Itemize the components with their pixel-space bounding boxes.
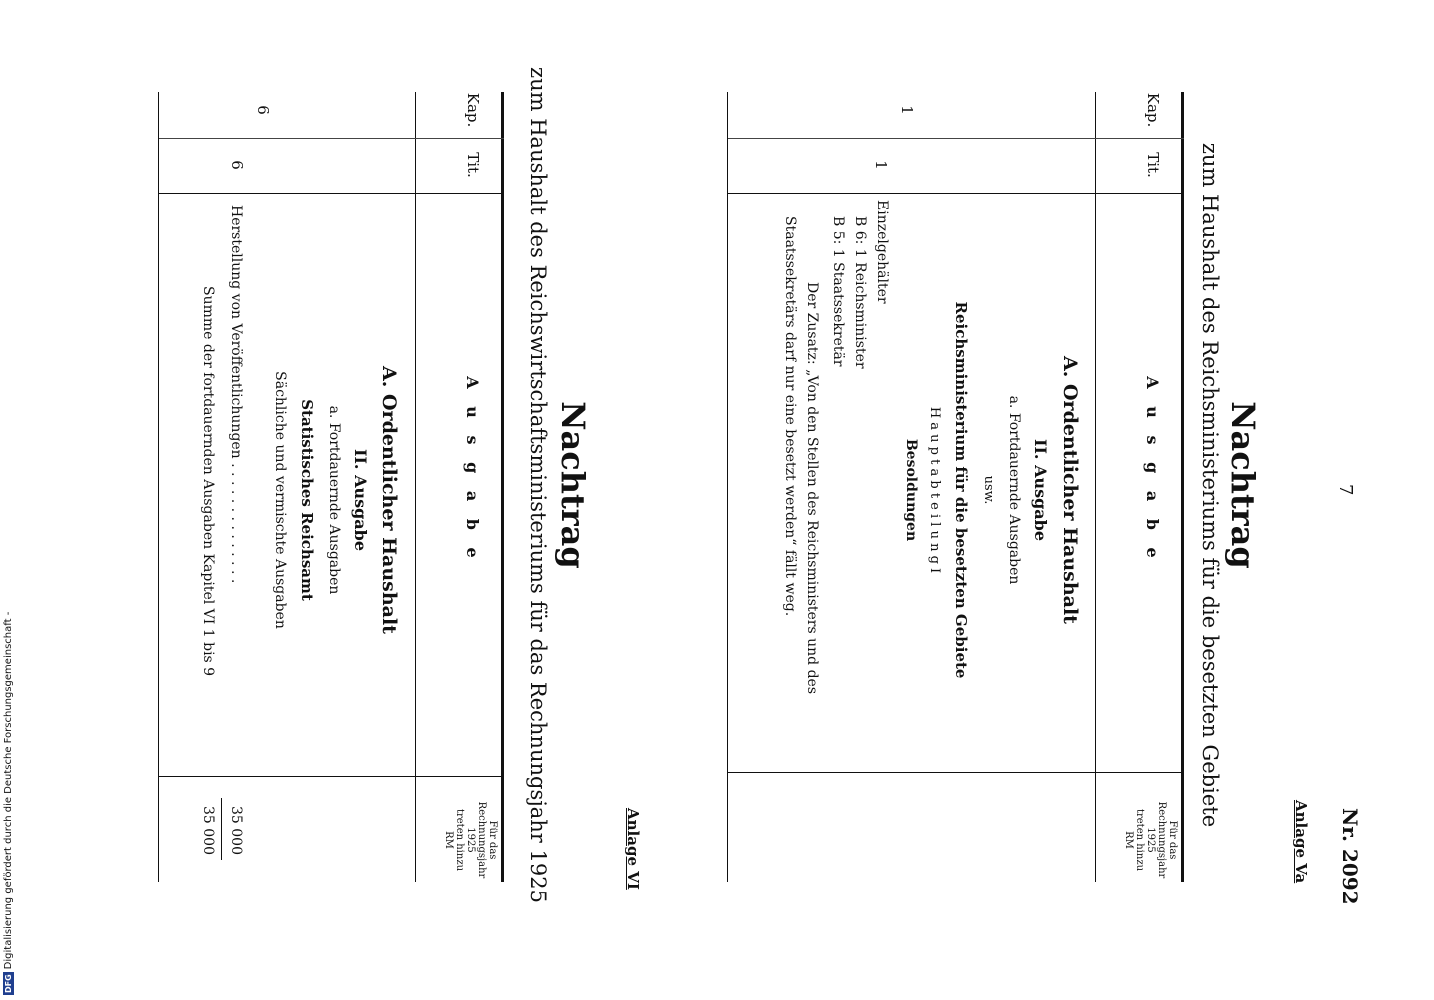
va-ministry: Reichsministerium für die besetzten Gebiete (952, 301, 970, 679)
vi-misc: Sächliche und vermischte Ausgaben (272, 371, 288, 629)
va-line-staatssekretaer: B 5: 1 Staatssekretär (830, 216, 846, 367)
vi-col-divider-kap (159, 138, 504, 139)
va-col-divider-amount (728, 772, 1184, 773)
va-col-ausgabe: A u s g a b e (1143, 376, 1162, 564)
vi-sum-rule (221, 798, 222, 860)
vi-office: Statistisches Reichsamt (298, 399, 316, 601)
vi-table-bottom-rule (158, 92, 159, 882)
vi-subtitle: zum Haushalt des Reichswirtschaftsministeriums für das Rechnungsjahr 1925 (526, 67, 550, 903)
va-header-bottom-rule (1095, 92, 1096, 882)
vi-col-divider-tit (159, 193, 504, 194)
va-line-reichsminister: B 6: 1 Reichsminister (852, 216, 868, 369)
va-col-amount-header: Für das Rechnungsjahr 1925 treten hinzu RM (1123, 801, 1178, 879)
vi-col-tit: Tit. (464, 152, 482, 178)
annex-vi-label: Anlage VI (624, 808, 642, 890)
vi-table-top-rule (501, 92, 504, 882)
vi-header-bottom-rule (415, 92, 416, 882)
vi-heading-ordentlich: A. Ordentlicher Haushalt (378, 366, 400, 634)
va-line-einzelgehaelter: Einzelgehälter (874, 200, 890, 304)
vi-sum-label: Summe der fortdauernden Ausgaben Kapitel VI 1 bis 9 (200, 286, 216, 677)
vi-sum-amount: 35 000 (200, 806, 216, 855)
dfg-logo-icon: DFG (4, 974, 13, 993)
va-col-divider-tit (728, 193, 1184, 194)
va-heading-fortdauernd: a. Fortdauernde Ausgaben (1006, 395, 1022, 585)
va-heading-ausgabe: II. Ausgabe (1031, 438, 1050, 542)
page-number: 7 (1335, 484, 1356, 496)
va-table-bottom-rule (727, 92, 728, 882)
va-tit-value: 1 (872, 160, 890, 170)
document-number: Nr. 2092 (1338, 808, 1362, 905)
va-department: H a u p t a b t e i l u n g I (927, 406, 942, 574)
annex-va-label: Anlage Va (1292, 800, 1310, 884)
vi-col-amount-header: Für das Rechnungsjahr 1925 treten hinzu RM (443, 801, 498, 879)
vi-item-label: Herstellung von Veröffentlichungen . . . . . . . . . . . . . . (228, 205, 244, 584)
va-col-kap: Kap. (1144, 92, 1162, 128)
va-table-top-rule (1181, 92, 1184, 882)
vi-item-amount: 35 000 (228, 806, 244, 855)
va-col-divider-kap (728, 138, 1184, 139)
va-col-tit: Tit. (1144, 152, 1162, 178)
vi-heading-ausgabe: II. Ausgabe (351, 448, 370, 552)
vi-col-kap: Kap. (464, 92, 482, 128)
va-salaries: Besoldungen (903, 438, 919, 542)
vi-title: Nachtrag (554, 401, 592, 569)
va-title: Nachtrag (1224, 401, 1262, 569)
va-kap-value: 1 (898, 105, 916, 115)
va-note-line-2: Staatssekretärs darf nur eine besetzt werden“ fällt weg. (782, 216, 798, 617)
va-subtitle: zum Haushalt des Reichsministeriums für die besetzten Gebiete (1198, 142, 1222, 828)
va-heading-ordentlich: A. Ordentlicher Haushalt (1059, 356, 1081, 624)
credit-text: Digitalisierung gefördert durch die Deutsche Forschungsgemeinschaft - (3, 611, 14, 970)
vi-kap-value: 6 (254, 105, 272, 115)
va-usw: usw. (981, 475, 996, 505)
vi-col-divider-amount (159, 776, 504, 777)
digitization-credit (3, 612, 14, 995)
va-note-line-1: Der Zusatz: „Von den Stellen des Reichsministers und des (804, 282, 820, 695)
vi-col-ausgabe: A u s g a b e (463, 376, 482, 564)
vi-heading-fortdauernd: a. Fortdauernde Ausgaben (326, 405, 342, 595)
vi-tit-value: 6 (228, 160, 246, 170)
